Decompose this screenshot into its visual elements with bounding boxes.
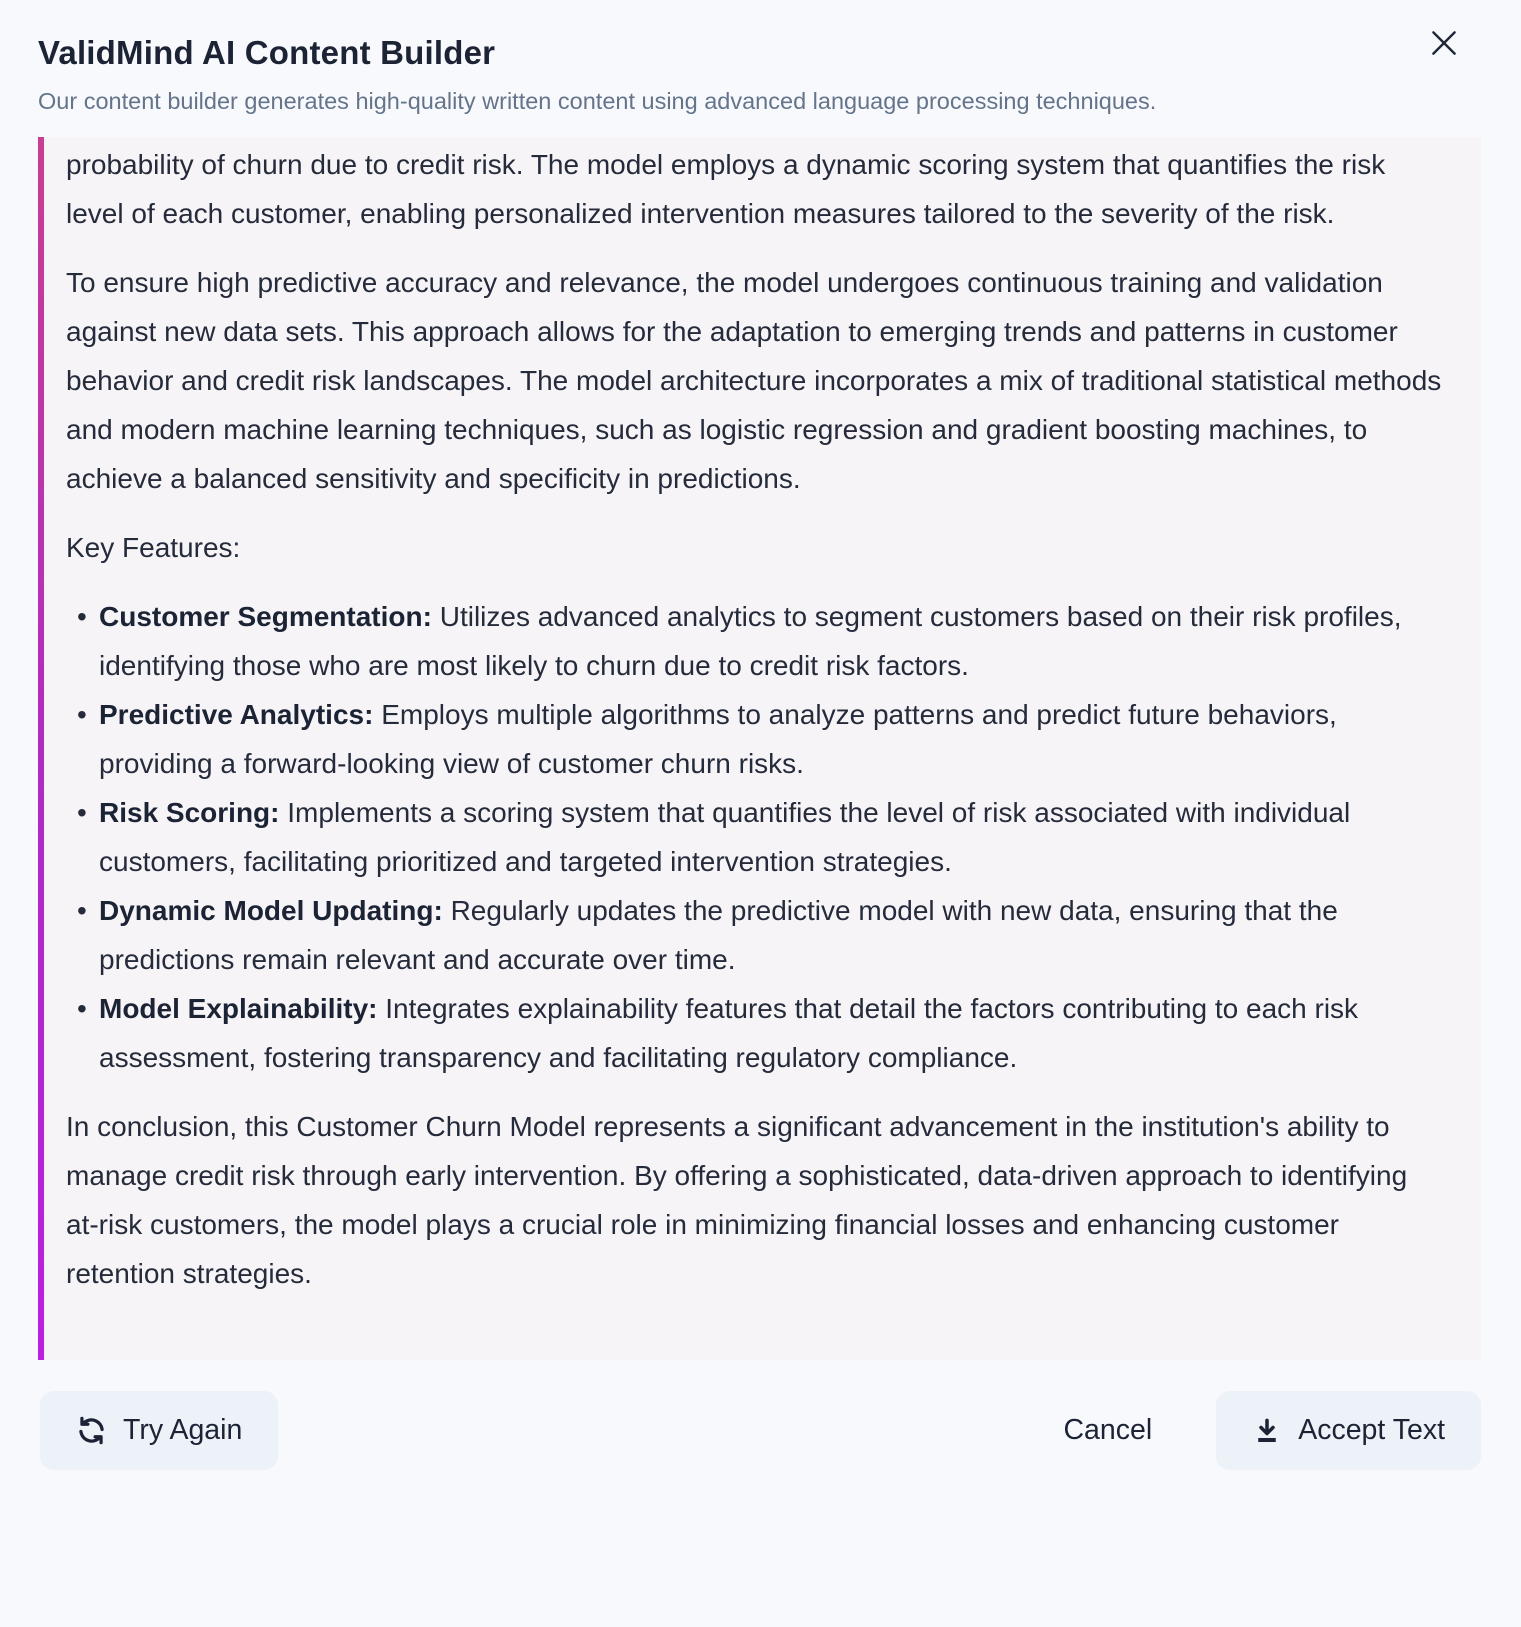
cancel-label: Cancel [1063, 1414, 1153, 1446]
feature-text: Implements a scoring system that quantifies the level of risk associated with individual customers, facilitating prioritized and targeted intervention strategies. [99, 797, 1351, 877]
modal-footer [40, 1391, 1481, 1470]
feature-label: Dynamic Model Updating: [99, 895, 443, 926]
modal-subtitle: Our content builder generates high-quality written content using advanced language processing techniques. [38, 88, 1157, 114]
accept-text-label: Accept Text [1298, 1414, 1445, 1446]
list-item [99, 984, 1447, 1082]
feature-text: Regularly updates the predictive model with new data, ensuring that the predictions remain relevant and accurate over time. [99, 895, 1338, 975]
list-item [99, 788, 1447, 886]
generated-content-area[interactable] [38, 137, 1481, 1360]
features-heading: Key Features: [66, 532, 241, 563]
feature-text: Employs multiple algorithms to analyze patterns and predict future behaviors, providing a forward-looking view of customer churn risks. [99, 699, 1337, 779]
accept-text-button[interactable] [1216, 1391, 1481, 1470]
close-button[interactable] [1421, 20, 1467, 66]
features-list [66, 592, 1447, 1082]
list-item [99, 690, 1447, 788]
try-again-button[interactable] [40, 1391, 278, 1470]
refresh-icon [76, 1415, 107, 1446]
modal-title: ValidMind AI Content Builder [38, 34, 496, 71]
modal-header [0, 0, 1521, 115]
download-icon [1252, 1416, 1282, 1446]
feature-label: Model Explainability: [99, 993, 378, 1024]
feature-label: Risk Scoring: [99, 797, 280, 828]
list-item [99, 886, 1447, 984]
feature-text: Utilizes advanced analytics to segment customers based on their risk profiles, identifying those who are most likely to churn due to credit risk factors. [99, 601, 1402, 681]
feature-text: Integrates explainability features that detail the factors contributing to each risk assessment, fostering transparency and facilitating regulatory compliance. [99, 993, 1359, 1073]
feature-label: Customer Segmentation: [99, 601, 432, 632]
try-again-label: Try Again [123, 1414, 243, 1446]
list-item [99, 592, 1447, 690]
feature-label: Predictive Analytics: [99, 699, 374, 730]
cancel-button[interactable] [1063, 1414, 1152, 1447]
close-icon [1427, 26, 1461, 60]
paragraph-conclusion: In conclusion, this Customer Churn Model represents a significant advancement in the institution's ability to manage credit risk through early intervention. By offering a sophisticated, data-driven approach to identifying at-risk customers, the model plays a crucial role in minimizing financial losses and enhancing customer retention strategies. [66, 1111, 1408, 1289]
paragraph-training: To ensure high predictive accuracy and relevance, the model undergoes continuous training and validation against new data sets. This approach allows for the adaptation to emerging trends and patterns in customer behavior and credit risk landscapes. The model architecture incorporates a mix of traditional statistical methods and modern machine learning techniques, such as logistic regression and gradient boosting machines, to achieve a balanced sensitivity and specificity in predictions. [66, 267, 1442, 494]
paragraph-intro: probability of churn due to credit risk. The model employs a dynamic scoring system that quantifies the risk level of each customer, enabling personalized intervention measures tailored to the severity of the risk. [66, 149, 1386, 229]
